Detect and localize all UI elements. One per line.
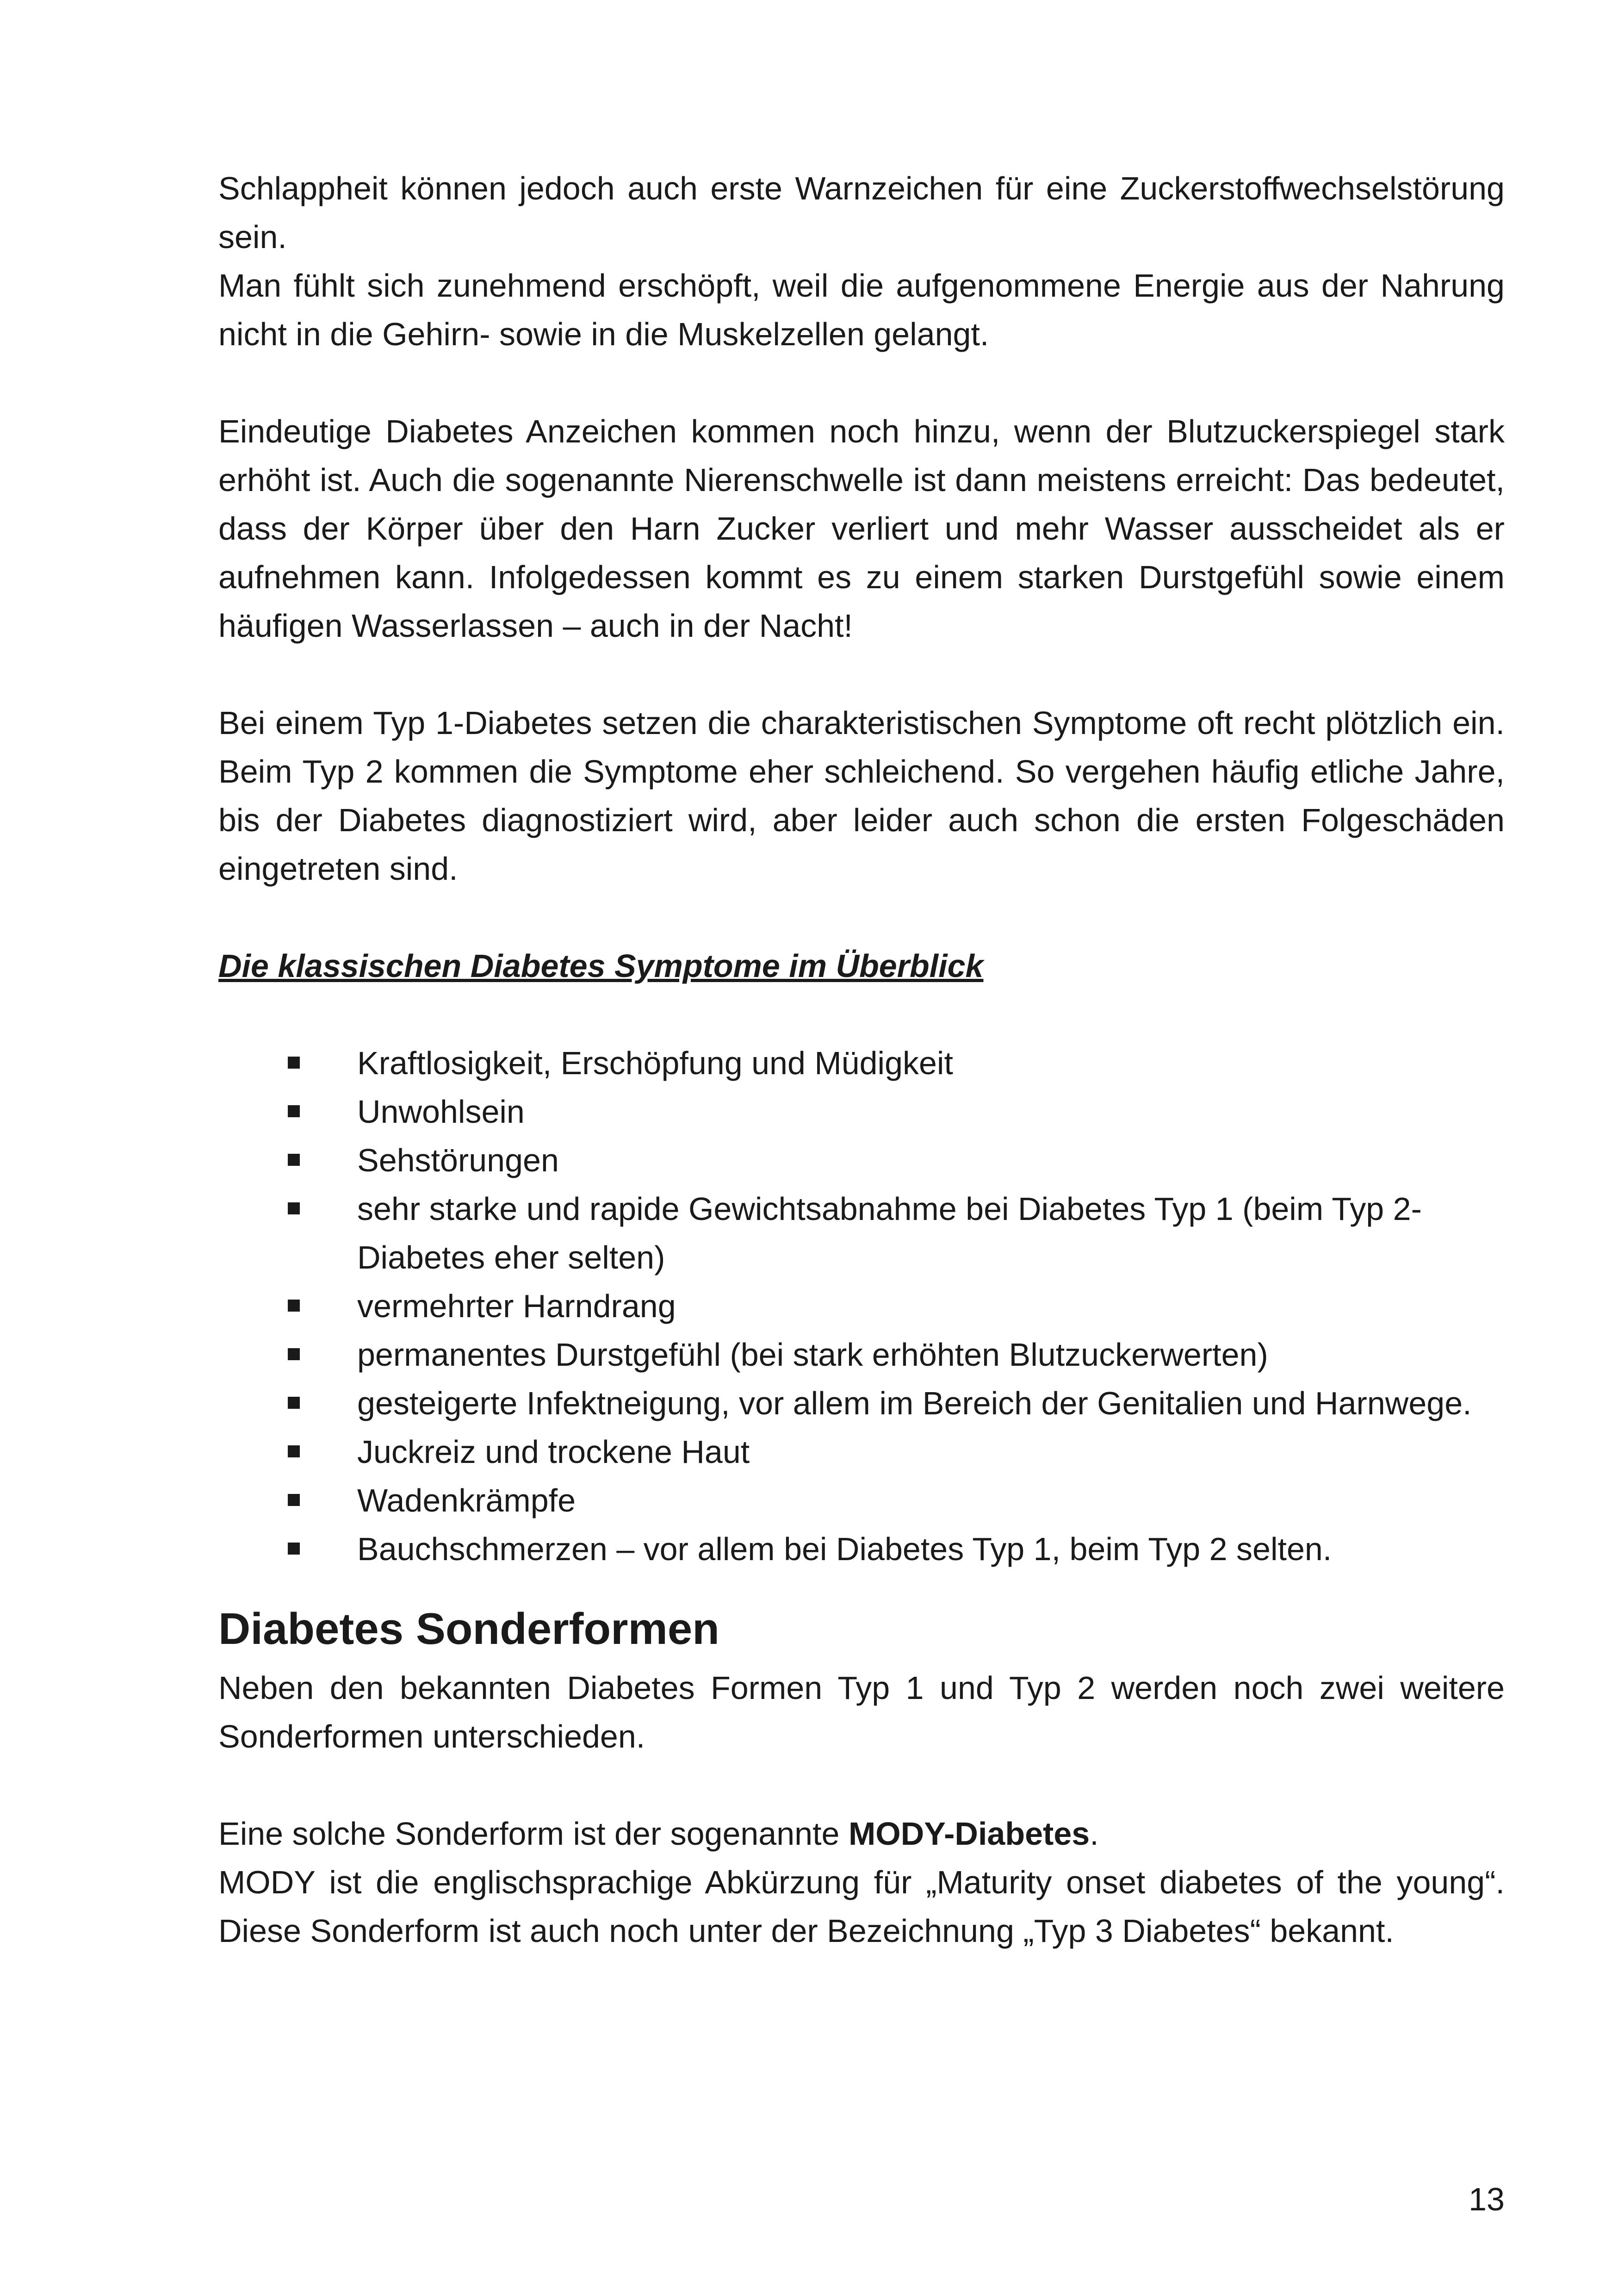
list-item-text: Wadenkrämpfe: [357, 1482, 576, 1518]
paragraph-weakness: Schlappheit können jedoch auch erste Warnzeichen für eine Zuckerstoffwechselstörung sein.: [218, 170, 1505, 255]
list-item-text: Sehstörungen: [357, 1142, 559, 1178]
square-bullet-icon: [288, 1543, 300, 1555]
sonderformen-heading: Diabetes Sonderformen: [218, 1604, 719, 1654]
list-item-text: sehr starke und rapide Gewichtsabnahme bei Diabetes Typ 1 (beim Typ 2-Diabetes eher selten): [357, 1191, 1422, 1276]
list-item-text: Unwohlsein: [357, 1094, 525, 1130]
list-item-text: permanentes Durstgefühl (bei stark erhöhten Blutzuckerwerten): [357, 1337, 1268, 1373]
square-bullet-icon: [288, 1445, 300, 1457]
paragraph-mody-intro: [218, 1810, 1505, 1858]
list-item: [357, 1476, 1505, 1525]
document-page: [218, 164, 1505, 1955]
paragraph-type-onset: Bei einem Typ 1-Diabetes setzen die charakteristischen Symptome oft recht plötzlich ein. Beim Typ 2 kommen die Symptome eher schleichend. So vergehen häufig etliche Jahre, bis der Diabetes diagnostiziert wird, aber leider auch schon die ersten Folgeschäden eingetreten sind.: [218, 705, 1505, 887]
list-item: [357, 1136, 1505, 1185]
paragraph-mody-definition: MODY ist die englischsprachige Abkürzung für „Maturity onset diabetes of the young“. Diese Sonderform ist auch noch unter der Bezeichnung „Typ 3 Diabetes“ bekannt.: [218, 1864, 1505, 1949]
list-item: [357, 1331, 1505, 1379]
square-bullet-icon: [288, 1348, 300, 1360]
symptoms-heading: Die klassischen Diabetes Symptome im Überblick: [218, 948, 984, 984]
square-bullet-icon: [288, 1154, 300, 1166]
paragraph-sonderformen-intro: Neben den bekannten Diabetes Formen Typ 1 und Typ 2 werden noch zwei weitere Sonderformen unterschieden.: [218, 1670, 1505, 1755]
list-item-text: Bauchschmerzen – vor allem bei Diabetes Typ 1, beim Typ 2 selten.: [357, 1531, 1332, 1567]
square-bullet-icon: [288, 1494, 300, 1506]
list-item-text: Kraftlosigkeit, Erschöpfung und Müdigkeit: [357, 1045, 953, 1081]
symptoms-list: [218, 1039, 1505, 1574]
mody-prefix: Eine solche Sonderform ist der sogenannte: [218, 1816, 849, 1852]
paragraph-clear-signs: Eindeutige Diabetes Anzeichen kommen noch hinzu, wenn der Blutzuckerspiegel stark erhöht ist. Auch die sogenannte Nierenschwelle ist dann meistens erreicht: Das bedeutet, dass der Körper über den Harn Zucker verliert und mehr Wasser ausscheidet als er aufnehmen kann. Infolgedessen kommt es zu einem starken Durstgefühl sowie einem häufigen Wasserlassen – auch in der Nacht!: [218, 413, 1505, 644]
list-item: [357, 1088, 1505, 1136]
paragraph-exhaustion: Man fühlt sich zunehmend erschöpft, weil die aufgenommene Energie aus der Nahrung nicht in die Gehirn- sowie in die Muskelzellen gelangt.: [218, 268, 1505, 352]
mody-suffix: .: [1090, 1816, 1099, 1852]
list-item-text: Juckreiz und trockene Haut: [357, 1434, 750, 1470]
square-bullet-icon: [288, 1397, 300, 1409]
list-item-text: gesteigerte Infektneigung, vor allem im Bereich der Genitalien und Harnwege.: [357, 1385, 1472, 1421]
list-item: [357, 1185, 1505, 1282]
mody-term: MODY-Diabetes: [848, 1816, 1090, 1852]
list-item: [357, 1428, 1505, 1476]
square-bullet-icon: [288, 1300, 300, 1312]
square-bullet-icon: [288, 1202, 300, 1214]
square-bullet-icon: [288, 1105, 300, 1117]
list-item: [357, 1525, 1505, 1574]
page-number: 13: [1469, 2181, 1505, 2217]
list-item: [357, 1379, 1505, 1428]
list-item-text: vermehrter Harndrang: [357, 1288, 676, 1324]
list-item: [357, 1039, 1505, 1088]
list-item: [357, 1282, 1505, 1331]
square-bullet-icon: [288, 1057, 300, 1069]
